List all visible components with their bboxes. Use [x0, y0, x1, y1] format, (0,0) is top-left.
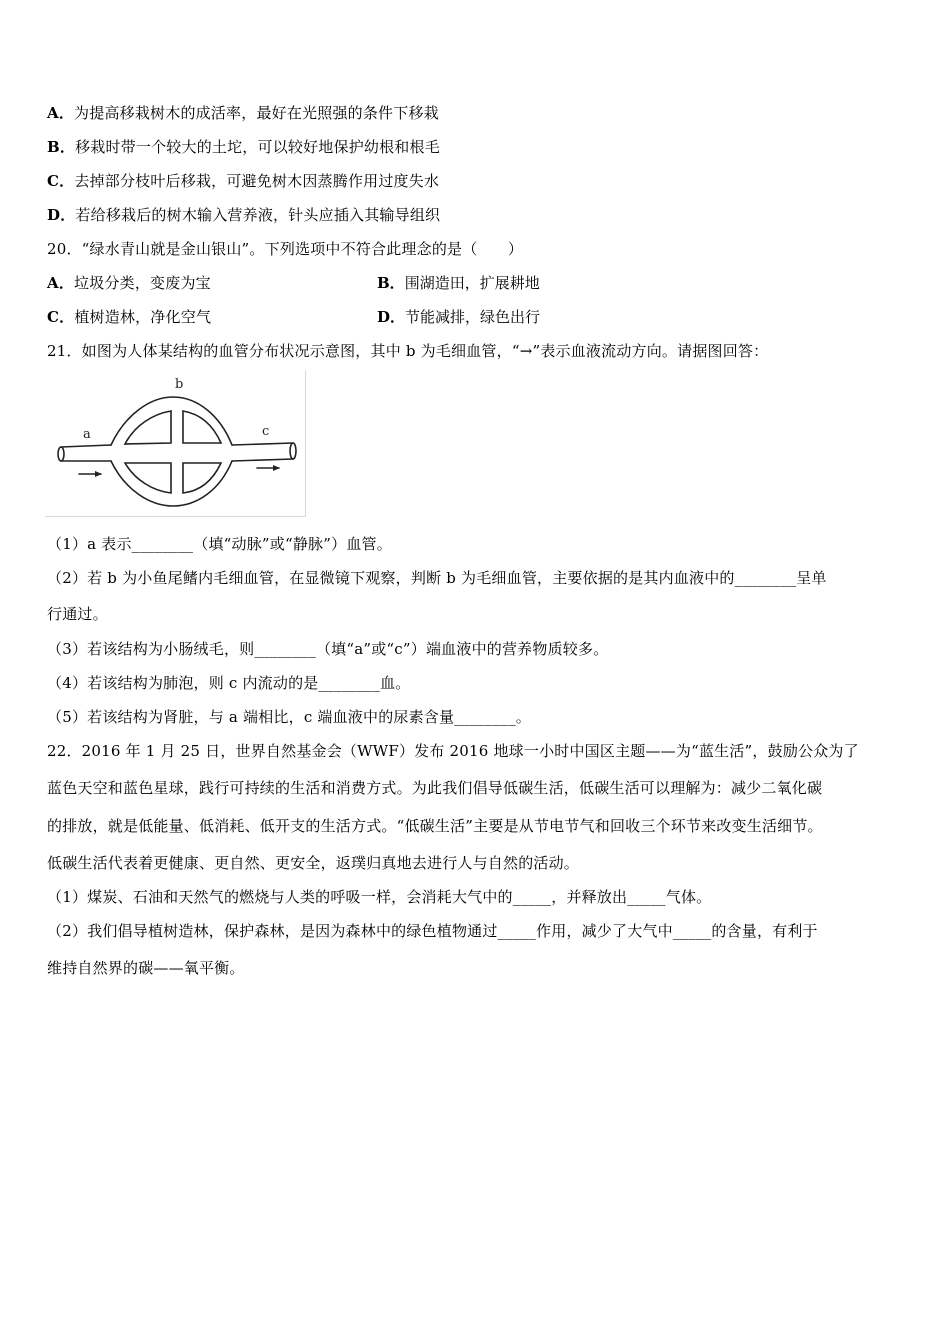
q21-part-5: （5）若该结构为肾脏，与 a 端相比，c 端血液中的尿素含量________。: [47, 708, 531, 726]
option-letter: D．: [377, 308, 406, 326]
option-text: 为提高移栽树木的成活率，最好在光照强的条件下移栽: [74, 104, 439, 122]
q22-part-2-line2: 维持自然界的碳——氧平衡。: [47, 959, 245, 977]
option-letter: A．: [47, 274, 75, 292]
vessel-c-opening: [290, 443, 296, 459]
option-text: 垃圾分类，变废为宝: [74, 274, 211, 292]
q21-part-2-line1: （2）若 b 为小鱼尾鳍内毛细血管，在显微镜下观察，判断 b 为毛细血管，主要依据的是其内血液中的________呈单: [47, 569, 827, 587]
option-letter: A．: [47, 104, 75, 122]
q22-stem-line3: 的排放，就是低能量、低消耗、低开支的生活方式。“低碳生活”主要是从节电节气和回收三个环节来改变生活细节。: [47, 817, 823, 835]
q22-stem-line2: 蓝色天空和蓝色星球，践行可持续的生活和消费方式。为此我们倡导低碳生活，低碳生活可以理解为：减少二氧化碳: [47, 779, 823, 797]
q20-stem: 20．“绿水青山就是金山银山”。下列选项中不符合此理念的是（ ）: [47, 240, 524, 258]
option-text: 围湖造田，扩展耕地: [404, 274, 540, 292]
q21-part-3: （3）若该结构为小肠绒毛，则________（填“a”或“c”）端血液中的营养物质较多。: [47, 640, 609, 658]
q19-option-c: [47, 171, 439, 191]
vessel-c-top-edge: [232, 443, 293, 445]
q20-option-a: [47, 273, 211, 293]
label-c: c: [262, 424, 270, 439]
option-text: 移栽时带一个较大的土坨，可以较好地保护幼根和根毛: [75, 138, 440, 156]
q21-part-1: （1）a 表示________（填“动脉”或“静脉”）血管。: [47, 535, 392, 553]
capillary-inner-lower-right: [183, 463, 221, 493]
flow-arrow-right-head: [273, 465, 280, 471]
q21-stem: 21．如图为人体某结构的血管分布状况示意图，其中 b 为毛细血管，“→”表示血液流动方向。请据图回答：: [47, 342, 769, 360]
option-text: 若给移栽后的树木输入营养液，针头应插入其输导组织: [75, 206, 441, 224]
q19-option-b: [47, 137, 440, 157]
q22-part-2-line1: （2）我们倡导植树造林，保护森林，是因为森林中的绿色植物通过_____作用，减少了大气中_____的含量，有利于: [47, 922, 818, 940]
blood-vessel-svg: [45, 370, 305, 516]
vessel-a-opening: [58, 447, 64, 461]
option-letter: D．: [47, 206, 76, 224]
q21-part-2-line2: 行通过。: [47, 605, 108, 623]
vessel-c-bottom-edge: [232, 459, 293, 461]
blood-vessel-diagram: [45, 370, 306, 517]
q22-part-1: （1）煤炭、石油和天然气的燃烧与人类的呼吸一样，会消耗大气中的_____，并释放出_____气体。: [47, 888, 712, 906]
option-letter: B．: [377, 274, 405, 292]
option-text: 植树造林，净化空气: [74, 308, 212, 326]
flow-arrow-left-head: [95, 471, 102, 477]
q22-stem-line1: 22．2016 年 1 月 25 日，世界自然基金会（WWF）发布 2016 地球一小时中国区主题——为“蓝生活”，鼓励公众为了: [47, 742, 859, 760]
q20-option-c: [47, 307, 211, 327]
q20-option-d: [377, 307, 540, 327]
q22-stem-line4: 低碳生活代表着更健康、更自然、更安全，返璞归真地去进行人与自然的活动。: [47, 854, 580, 872]
option-letter: B．: [47, 138, 76, 156]
label-b: b: [175, 377, 184, 392]
capillary-inner-upper-right: [183, 411, 221, 443]
q20-option-b: [377, 273, 540, 293]
label-a: a: [83, 427, 91, 442]
q19-option-d: [47, 205, 440, 225]
option-text: 去掉部分枝叶后移栽，可避免树木因蒸腾作用过度失水: [74, 172, 440, 190]
option-text: 节能减排，绿色出行: [405, 308, 541, 326]
option-letter: C．: [47, 308, 75, 326]
q19-option-a: [47, 103, 439, 123]
vessel-a-top-edge: [61, 445, 111, 447]
option-letter: C．: [47, 172, 75, 190]
q21-part-4: （4）若该结构为肺泡，则 c 内流动的是________血。: [47, 674, 411, 692]
